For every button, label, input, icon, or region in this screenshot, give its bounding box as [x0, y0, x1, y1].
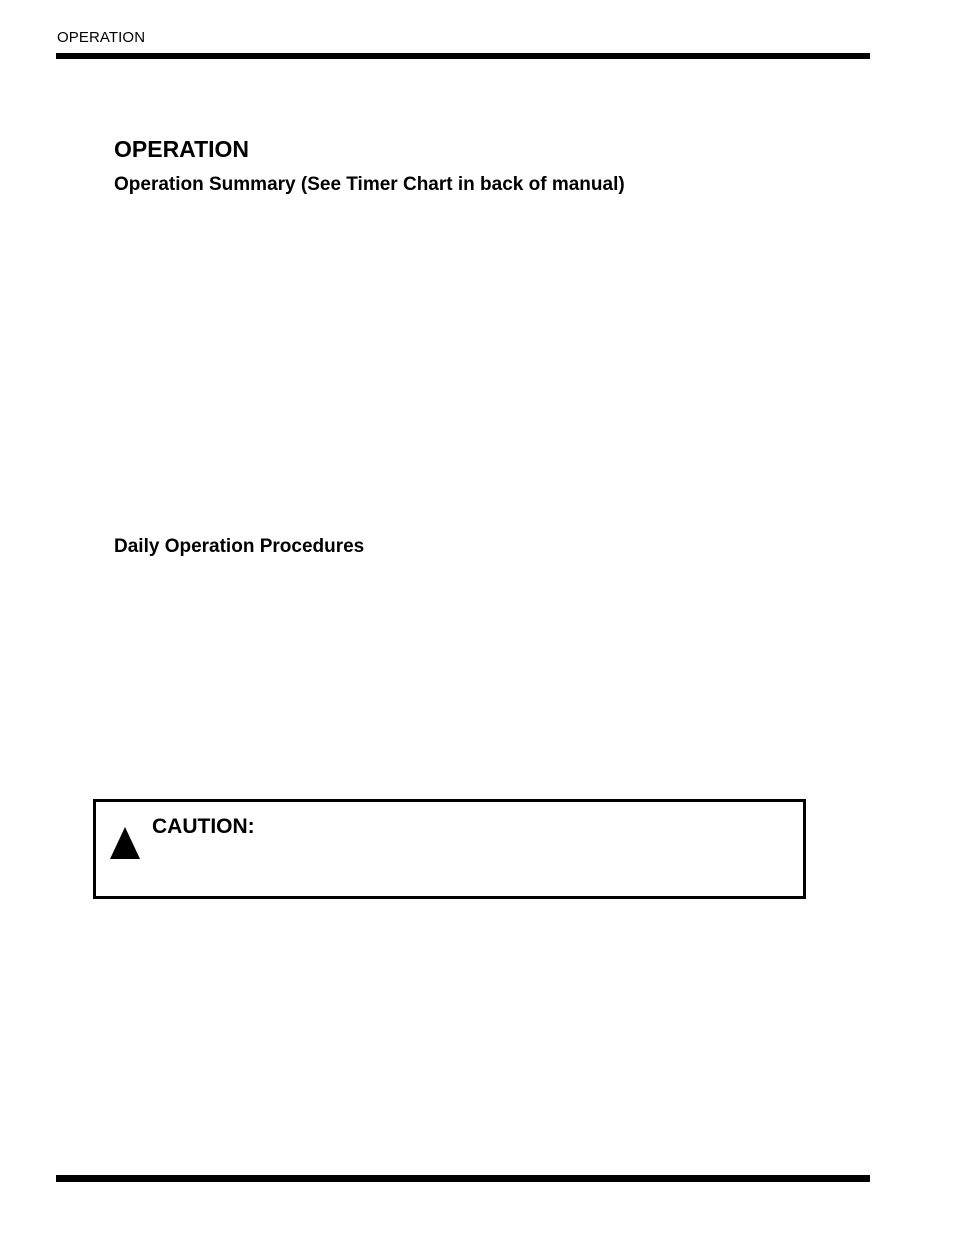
daily-operation-heading: Daily Operation Procedures	[114, 536, 365, 557]
running-header: OPERATION	[57, 29, 146, 46]
operation-summary-heading: Operation Summary (See Timer Chart in back of manual)	[114, 174, 625, 195]
top-rule	[56, 53, 870, 59]
caution-box	[93, 799, 806, 899]
caution-label: CAUTION:	[152, 815, 255, 838]
warning-triangle-icon	[110, 827, 140, 859]
bottom-rule	[56, 1175, 870, 1182]
section-title: OPERATION	[114, 136, 250, 162]
